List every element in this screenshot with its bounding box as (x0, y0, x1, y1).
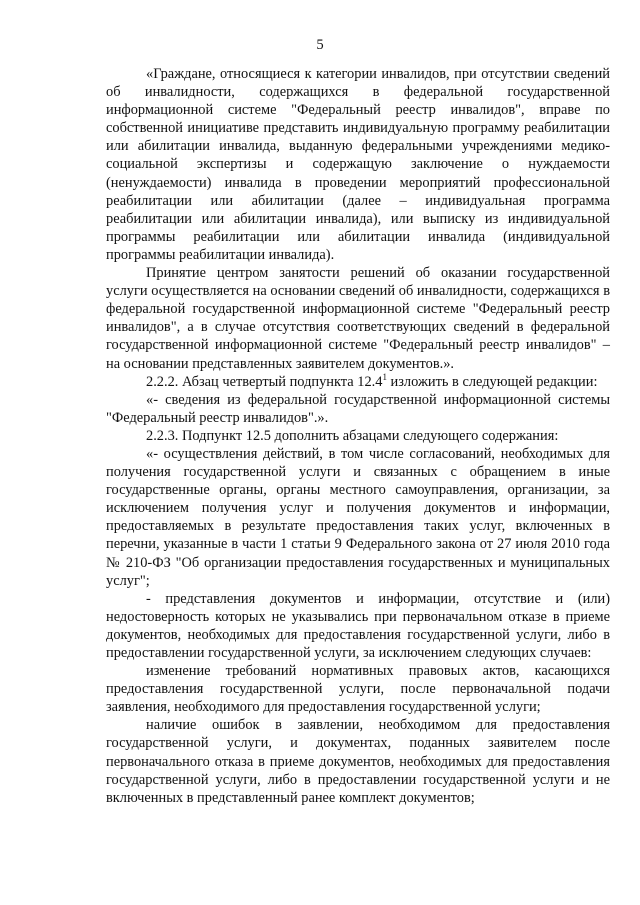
paragraph-2-2-2-text-end: изложить в следующей редакции: (386, 373, 598, 390)
paragraph-registry-info: «- сведения из федеральной государственной информационной системы "Федеральный реестр инвалидов".». (106, 391, 610, 426)
paragraph-documents-submission: - представления документов и информации, отсутствие и (или) недостоверность которых не указывались при первоначальном отказе в приеме документов, необходимых для предоставления государственной услуги, либо в предоставлении государственной услуги, за исключением следующих случаев: (106, 590, 610, 661)
paragraph-2-2-3: 2.2.3. Подпункт 12.5 дополнить абзацами следующего содержания: (146, 427, 559, 444)
superscript-index: 1 (382, 371, 387, 382)
page-number: 5 (316, 37, 324, 53)
paragraph-requirements-change: изменение требований нормативных правовых актов, касающихся предоставления государственной услуги, после первоначальной подачи заявления, необходимого для предоставления государственной услуги; (106, 663, 610, 716)
paragraph-2-2-2-text: 2.2.2. Абзац четвертый подпункта 12.4 (146, 373, 383, 390)
paragraph-errors-in-application: наличие ошибок в заявлении, необходимом для предоставления государственной услуги, и документах, поданных заявителем после первоначального отказа в приеме документов, необходимых для предоставления государственной услуги, либо в предоставлении государственной услуги и не включенных в представленный ранее комплект документов; (106, 717, 610, 806)
document-body (106, 65, 610, 807)
paragraph-citizens-disabled: «Граждане, относящиеся к категории инвалидов, при отсутствии сведений об инвалидности, содержащихся в федеральной государственной информационной системе "Федеральный реестр инвалидов", вправе по собственной инициативе представить индивидуальную программу реабилитации или абилитации инвалида, выданную федеральными учреждениями медико-социальной экспертизы и содержащую заключение о нуждаемости (ненуждаемости) инвалида в проведении мероприятий профессиональной реабилитации или абилитации (далее – индивидуальная программа реабилитации или абилитации инвалида), или выписку из индивидуальной программы реабилитации или абилитации инвалида (индивидуальной программы реабилитации инвалида). (106, 66, 610, 263)
paragraph-actions-approvals: «- осуществления действий, в том числе согласований, необходимых для получения государственной услуги и связанных с обращением в иные государственные органы, органы местного самоуправления, организации, за исключением получения услуг и получения документов и информации, предоставляемых в результате предоставления таких услуг, включенных в перечни, указанные в части 1 статьи 9 Федерального закона от 27 июля 2010 года № 210-ФЗ "Об организации предоставления государственных и муниципальных услуг"; (106, 445, 610, 589)
paragraph-2-2-2 (106, 373, 610, 391)
paragraph-employment-center-decision: Принятие центром занятости решений об оказании государственной услуги осуществляется на основании сведений об инвалидности, содержащихся в федеральной государственной информационной системе "Федеральный реестр инвалидов", а в случае отсутствия соответствующих сведений в федеральной государственной информационной системе "Федеральный реестр инвалидов" – на основании представленных заявителем документов.». (106, 265, 610, 372)
